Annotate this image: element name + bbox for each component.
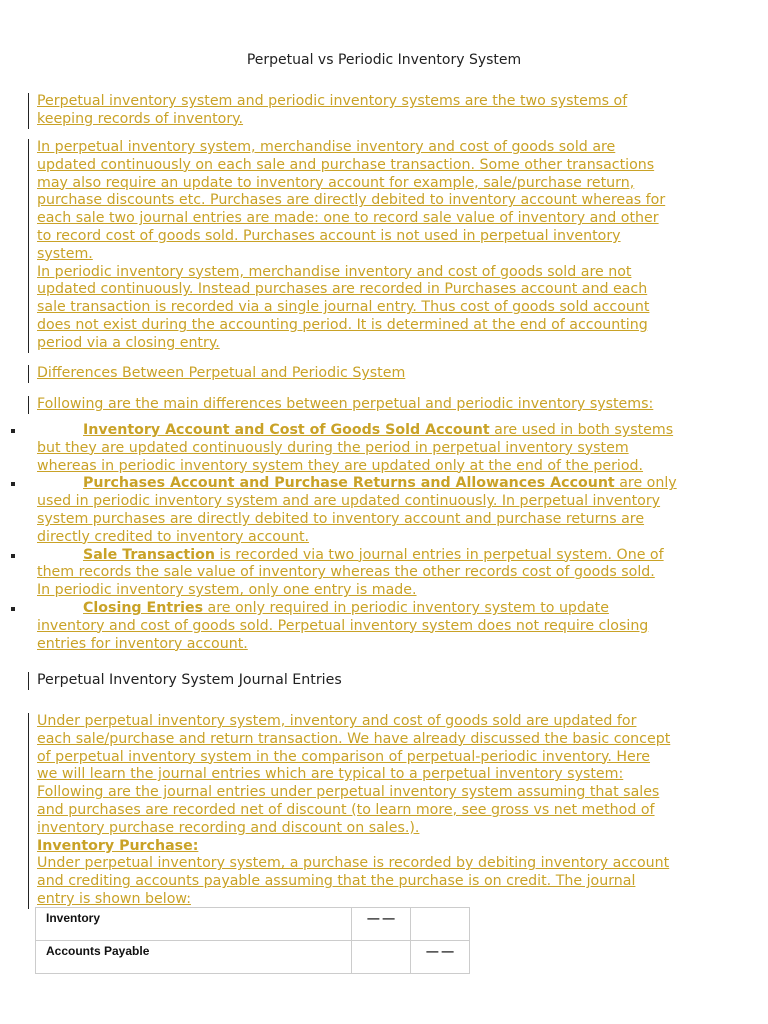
list-item [0, 422, 740, 475]
list-item-term: Purchases Account and Purchase Returns and Allowances Account [83, 475, 615, 492]
paragraph-line[interactable]: entry is shown below: [37, 890, 191, 907]
paragraph-line[interactable]: sale transaction is recorded via a single journal entry. Thus cost of goods sold account [37, 299, 650, 316]
list-item-term: Closing Entries [83, 599, 204, 616]
differences-list [0, 422, 740, 653]
differences-heading[interactable]: Differences Between Perpetual and Periodic System [37, 365, 406, 381]
credit-cell: — — [411, 941, 470, 974]
paragraph-line[interactable]: and crediting accounts payable assuming that the purchase is on credit. The journal [37, 873, 636, 890]
paragraph-line[interactable]: purchase discounts etc. Purchases are directly debited to inventory account whereas for [37, 192, 666, 209]
paragraph-line[interactable]: to record cost of goods sold. Purchases account is not used in perpetual inventory [37, 227, 621, 244]
paragraph-line[interactable]: of perpetual inventory system in the comparison of perpetual-periodic inventory. Here [37, 748, 651, 765]
paragraph-line[interactable]: Following are the journal entries under perpetual inventory system assuming that sales [37, 784, 660, 801]
list-item-text: are only [614, 475, 677, 492]
list-item-line[interactable]: system purchases are directly debited to inventory account and purchase returns are [37, 510, 645, 527]
differences-heading-block [28, 365, 743, 383]
list-item [0, 475, 740, 546]
intro-line[interactable]: keeping records of inventory. [37, 110, 244, 127]
paragraph-line[interactable]: may also require an update to inventory account for example, sale/purchase return, [37, 174, 635, 191]
list-item-first-line[interactable] [37, 422, 740, 440]
list-item-line[interactable]: them records the sale value of inventory whereas the other records cost of goods sold. [37, 564, 655, 581]
bullet-marker [11, 429, 15, 433]
credit-cell [411, 908, 470, 941]
paragraph-line[interactable]: Under perpetual inventory system, inventory and cost of goods sold are updated for [37, 713, 637, 729]
bullet-marker [11, 554, 15, 558]
debit-cell [352, 941, 411, 974]
bullet-marker [11, 607, 15, 611]
table-row [36, 941, 470, 974]
list-item-term: Sale Transaction [83, 546, 215, 563]
list-item-text: are only required in periodic inventory system to update [203, 599, 609, 616]
list-item-first-line[interactable] [37, 475, 740, 493]
list-item [0, 600, 740, 653]
paragraph-line[interactable]: In periodic inventory system, merchandise inventory and cost of goods sold are not [37, 263, 632, 280]
journal-heading-block [28, 672, 743, 690]
list-item-first-line[interactable] [37, 547, 740, 565]
list-item-line[interactable]: In periodic inventory system, only one entry is made. [37, 582, 417, 599]
paragraph-line[interactable]: updated continuously. Instead purchases are recorded in Purchases account and each [37, 281, 648, 298]
list-item-line[interactable]: whereas in periodic inventory system they are updated only at the end of the period. [37, 457, 644, 474]
paragraph-line[interactable]: each sale two journal entries are made: one to record sale value of inventory and other [37, 210, 659, 227]
inventory-purchase-subheading[interactable]: Inventory Purchase: [37, 837, 199, 854]
paragraph-line[interactable]: each sale/purchase and return transaction. We have already discussed the basic concept [37, 730, 671, 747]
list-item-first-line[interactable] [37, 600, 740, 618]
table-row [36, 908, 470, 941]
list-item-line[interactable]: but they are updated continuously during the period in perpetual inventory system [37, 439, 629, 456]
list-item-line[interactable]: directly credited to inventory account. [37, 528, 310, 545]
paragraph-line[interactable]: system. [37, 245, 93, 262]
following-line[interactable]: Following are the main differences between perpetual and periodic inventory systems: [37, 396, 654, 412]
paragraph-line[interactable]: period via a closing entry. [37, 334, 220, 351]
account-cell: Accounts Payable [36, 941, 352, 974]
list-item-text: are used in both systems [489, 422, 674, 438]
document-title: Perpetual vs Periodic Inventory System [246, 52, 522, 68]
list-item-line[interactable]: entries for inventory account. [37, 635, 248, 652]
journal-entries-heading: Perpetual Inventory System Journal Entries [37, 672, 342, 688]
list-item-line[interactable]: inventory and cost of goods sold. Perpetual inventory system does not require closing [37, 617, 649, 634]
paragraph-line[interactable]: updated continuously on each sale and purchase transaction. Some other transactions [37, 156, 655, 173]
intro-line[interactable]: Perpetual inventory system and periodic inventory systems are the two systems of [37, 93, 628, 109]
paragraph-line[interactable]: we will learn the journal entries which are typical to a perpetual inventory system: [37, 766, 624, 783]
paragraph-line[interactable]: In perpetual inventory system, merchandise inventory and cost of goods sold are [37, 139, 616, 155]
paragraph-line[interactable]: does not exist during the accounting period. It is determined at the end of accounting [37, 316, 648, 333]
bullet-marker [11, 482, 15, 486]
intro-block [28, 93, 743, 129]
debit-cell: — — [352, 908, 411, 941]
paragraph-line[interactable]: Under perpetual inventory system, a purchase is recorded by debiting inventory account [37, 855, 670, 872]
list-item-term: Inventory Account and Cost of Goods Sold Account [83, 422, 490, 438]
list-item [0, 547, 740, 600]
account-cell: Inventory [36, 908, 352, 941]
list-item-text: is recorded via two journal entries in perpetual system. One of [214, 546, 664, 563]
paragraph-line[interactable]: inventory purchase recording and discount on sales.). [37, 819, 420, 836]
journal-entry-table [35, 907, 470, 974]
comparison-paragraph [28, 139, 743, 353]
journal-paragraph [28, 713, 743, 909]
paragraph-line[interactable]: and purchases are recorded net of discount (to learn more, see gross vs net method of [37, 801, 655, 818]
list-item-line[interactable]: used in periodic inventory system and are updated continuously. In perpetual inventory [37, 493, 661, 510]
following-block [28, 396, 743, 414]
